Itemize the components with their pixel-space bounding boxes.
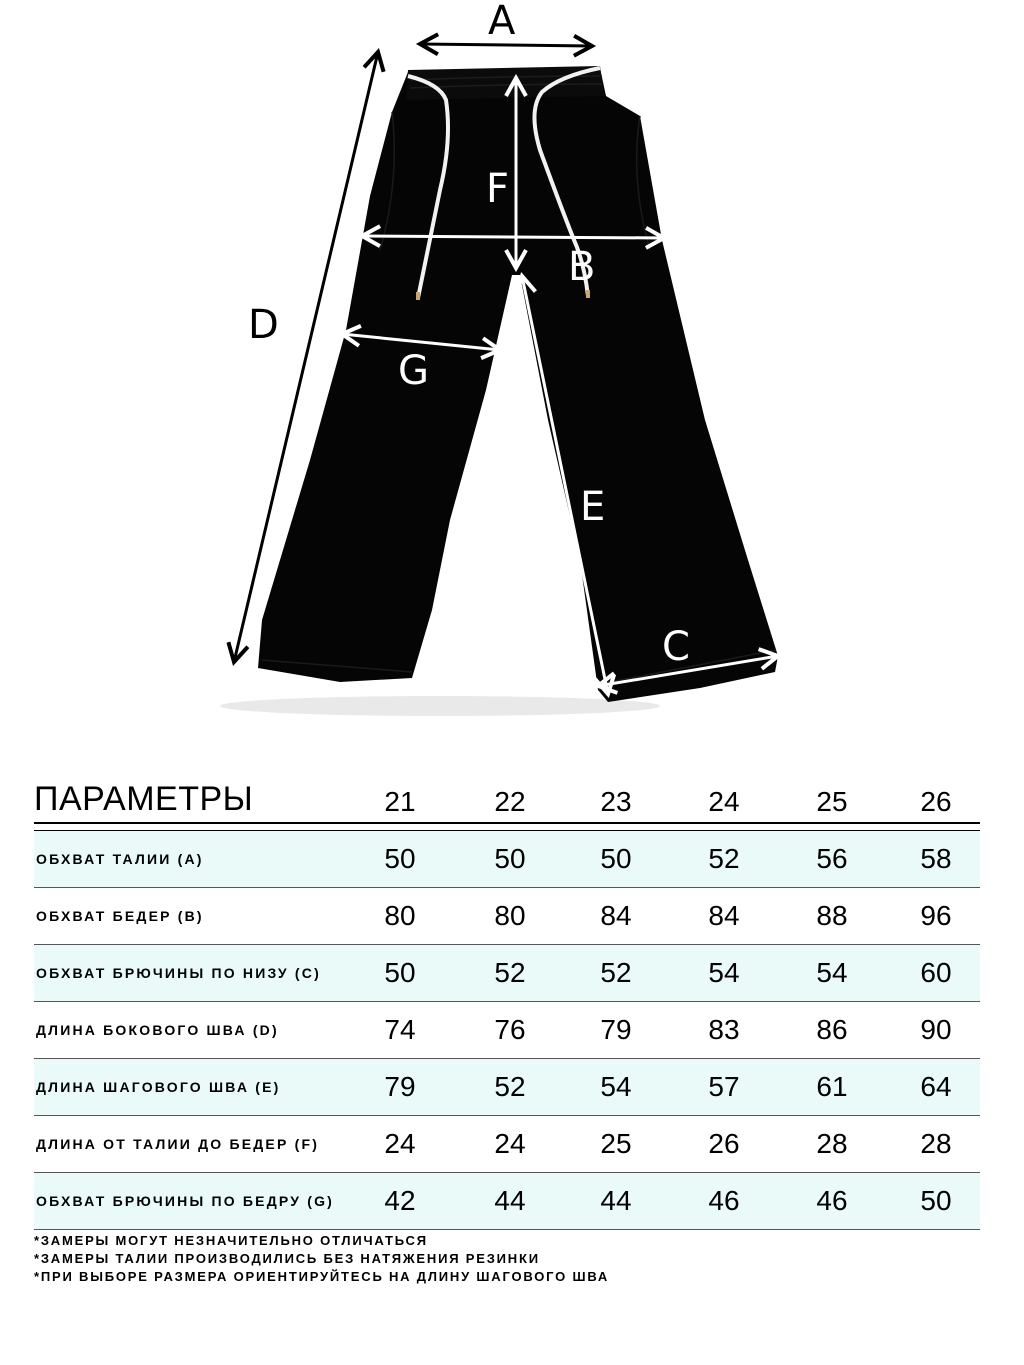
cell-value: 88: [816, 900, 848, 931]
cell-value: 54: [708, 957, 740, 988]
cell-value: 56: [816, 843, 848, 874]
cell-value: 96: [920, 900, 952, 931]
cell-value: 57: [708, 1071, 740, 1102]
cell-value: 50: [384, 957, 416, 988]
header-divider: [34, 824, 980, 831]
table-row: [34, 1116, 980, 1173]
size-table: [34, 770, 980, 1230]
cell-value: 60: [920, 957, 952, 988]
cell-value: 46: [708, 1185, 740, 1216]
cell-value: 50: [920, 1185, 952, 1216]
size-header: 24: [708, 786, 740, 817]
row-label: ДЛИНА ОТ ТАЛИИ ДО БЕДЕР (F): [36, 1136, 320, 1152]
footnote: *ЗАМЕРЫ ТАЛИИ ПРОИЗВОДИЛИСЬ БЕЗ НАТЯЖЕНИЯ РЕЗИНКИ: [34, 1251, 540, 1266]
footnote: *ПРИ ВЫБОРЕ РАЗМЕРА ОРИЕНТИРУЙТЕСЬ НА ДЛИНУ ШАГОВОГО ШВА: [34, 1269, 610, 1284]
cell-value: 80: [384, 900, 416, 931]
cell-value: 50: [600, 843, 632, 874]
cell-value: 25: [600, 1128, 632, 1159]
row-label: ОБХВАТ БРЮЧИНЫ ПО БЕДРУ (G): [36, 1193, 335, 1209]
label-c: C: [662, 624, 690, 670]
row-label: ОБХВАТ БЕДЕР (B): [36, 908, 204, 924]
cell-value: 24: [384, 1128, 416, 1159]
cell-value: 50: [384, 843, 416, 874]
label-d: D: [248, 302, 279, 348]
cell-value: 28: [920, 1128, 952, 1159]
cell-value: 52: [600, 957, 632, 988]
row-label: ДЛИНА БОКОВОГО ШВА (D): [36, 1022, 279, 1038]
cell-value: 58: [920, 843, 952, 874]
row-label: ОБХВАТ ТАЛИИ (A): [36, 851, 204, 867]
size-header: 23: [600, 786, 632, 817]
cell-value: 90: [920, 1014, 952, 1045]
cell-value: 79: [600, 1014, 632, 1045]
cell-value: 86: [816, 1014, 848, 1045]
cell-value: 24: [494, 1128, 526, 1159]
cell-value: 80: [494, 900, 526, 931]
cell-value: 79: [384, 1071, 416, 1102]
size-header: 22: [494, 786, 526, 817]
label-g: G: [398, 348, 429, 394]
row-label: ОБХВАТ БРЮЧИНЫ ПО НИЗУ (C): [36, 965, 321, 981]
cell-value: 84: [600, 900, 632, 931]
label-f: F: [486, 166, 510, 212]
cell-value: 42: [384, 1185, 416, 1216]
cell-value: 28: [816, 1128, 848, 1159]
size-header: 26: [920, 786, 952, 817]
cell-value: 44: [600, 1185, 632, 1216]
label-b: B: [568, 244, 596, 290]
cell-value: 46: [816, 1185, 848, 1216]
arrow-a: [420, 44, 592, 46]
cell-value: 44: [494, 1185, 526, 1216]
label-e: E: [580, 484, 606, 530]
cell-value: 64: [920, 1071, 952, 1102]
row-label: ДЛИНА ШАГОВОГО ШВА (E): [36, 1079, 281, 1095]
cell-value: 52: [494, 957, 526, 988]
arrow-b: [362, 236, 664, 238]
table-row: [34, 831, 980, 888]
cell-value: 83: [708, 1014, 740, 1045]
table-header: [34, 770, 980, 824]
table-row: [34, 1002, 980, 1059]
cell-value: 54: [816, 957, 848, 988]
cell-value: 26: [708, 1128, 740, 1159]
size-header: 25: [816, 786, 848, 817]
footnote: *ЗАМЕРЫ МОГУТ НЕЗНАЧИТЕЛЬНО ОТЛИЧАТЬСЯ: [34, 1233, 428, 1248]
trousers-image: [258, 66, 778, 702]
table-row: [34, 888, 980, 945]
cell-value: 76: [494, 1014, 526, 1045]
cell-value: 52: [708, 843, 740, 874]
cell-value: 84: [708, 900, 740, 931]
table-row: [34, 1059, 980, 1116]
params-title: ПАРАМЕТРЫ: [34, 780, 254, 818]
size-header: 21: [384, 786, 416, 817]
cell-value: 54: [600, 1071, 632, 1102]
table-row: [34, 1173, 980, 1230]
cell-value: 61: [816, 1071, 848, 1102]
cell-value: 50: [494, 843, 526, 874]
footnotes: [34, 1232, 609, 1286]
table-row: [34, 945, 980, 1002]
cell-value: 52: [494, 1071, 526, 1102]
cell-value: 74: [384, 1014, 416, 1045]
label-a: A: [488, 0, 516, 44]
